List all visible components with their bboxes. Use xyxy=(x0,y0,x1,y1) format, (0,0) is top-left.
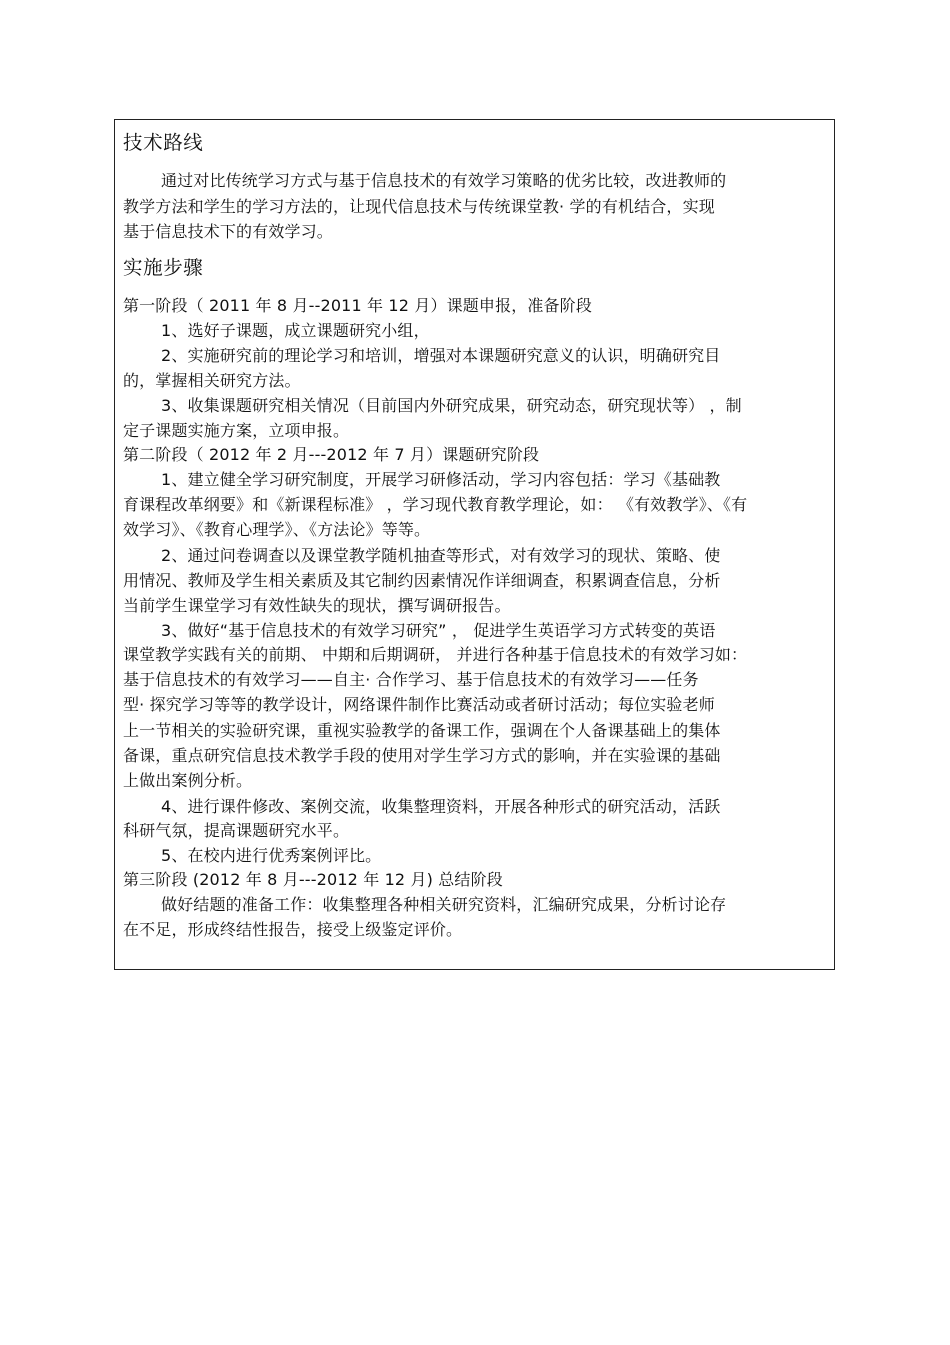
step-line: 当前学生课堂学习有效性缺失的现状，撰写调研报告。 xyxy=(123,596,511,615)
step-line: 课堂教学实践有关的前期、 中期和后期调研， 并进行各种基于信息技术的有效学习如： xyxy=(123,645,748,664)
step-line: 备课，重点研究信息技术教学手段的使用对学生学习方式的影响，并在实验课的基础 xyxy=(123,746,721,765)
step-line: 4、进行课件修改、案例交流，收集整理资料，开展各种形式的研究活动，活跃 xyxy=(161,797,721,816)
content-table-cell xyxy=(114,119,835,970)
route-paragraph-line: 教学方法和学生的学习方法的，让现代信息技术与传统课堂教· 学的有机结合，实现 xyxy=(123,197,715,216)
step-line: 1、选好子课题，成立课题研究小组， xyxy=(161,321,430,340)
stage-heading: 第一阶段（ 2011 年 8 月--2011 年 12 月）课题申报，准备阶段 xyxy=(123,296,592,315)
stage-heading: 第二阶段（ 2012 年 2 月---2012 年 7 月）课题研究阶段 xyxy=(123,445,540,464)
step-line: 定子课题实施方案，立项申报。 xyxy=(123,421,350,440)
step-line: 基于信息技术的有效学习——自主· 合作学习、基于信息技术的有效学习——任务 xyxy=(123,670,699,689)
step-line: 效学习》、《教育心理学》、《方法论》等等。 xyxy=(123,520,431,539)
step-line: 科研气氛，提高课题研究水平。 xyxy=(123,821,350,840)
step-line: 用情况、教师及学生相关素质及其它制约因素情况作详细调查，积累调查信息，分析 xyxy=(123,571,721,590)
step-line: 2、实施研究前的理论学习和培训，增强对本课题研究意义的认识，明确研究目 xyxy=(161,346,721,365)
step-line: 上一节相关的实验研究课，重视实验教学的备课工作，强调在个人备课基础上的集体 xyxy=(123,721,721,740)
step-line: 在不足，形成终结性报告，接受上级鉴定评价。 xyxy=(123,920,463,939)
step-line: 3、收集课题研究相关情况（目前国内外研究成果，研究动态，研究现状等） ，制 xyxy=(161,396,742,415)
stage-heading: 第三阶段 (2012 年 8 月---2012 年 12 月) 总结阶段 xyxy=(123,870,503,889)
step-line: 上做出案例分析。 xyxy=(123,771,253,790)
step-line: 育课程改革纲要》和《新课程标准》 ，学习现代教育教学理论，如： 《有效教学》、《有 xyxy=(123,495,748,514)
step-line: 3、做好“基于信息技术的有效学习研究” ， 促进学生英语学习方式转变的英语 xyxy=(161,621,716,640)
route-heading: 技术路线 xyxy=(123,131,204,154)
step-line: 1、建立健全学习研究制度，开展学习研修活动，学习内容包括：学习《基础教 xyxy=(161,470,721,489)
step-line: 2、通过问卷调查以及课堂教学随机抽查等形式，对有效学习的现状、策略、使 xyxy=(161,546,721,565)
steps-heading: 实施步骤 xyxy=(123,256,204,279)
step-line: 5、在校内进行优秀案例评比。 xyxy=(161,846,382,865)
step-line: 型· 探究学习等等的教学设计，网络课件制作比赛活动或者研讨活动；每位实验老师 xyxy=(123,695,715,714)
route-paragraph-line: 基于信息技术下的有效学习。 xyxy=(123,222,333,241)
route-paragraph-line: 通过对比传统学习方式与基于信息技术的有效学习策略的优劣比较，改进教师的 xyxy=(161,171,727,190)
step-line: 做好结题的准备工作：收集整理各种相关研究资料，汇编研究成果，分析讨论存 xyxy=(161,895,727,914)
step-line: 的，掌握相关研究方法。 xyxy=(123,371,301,390)
